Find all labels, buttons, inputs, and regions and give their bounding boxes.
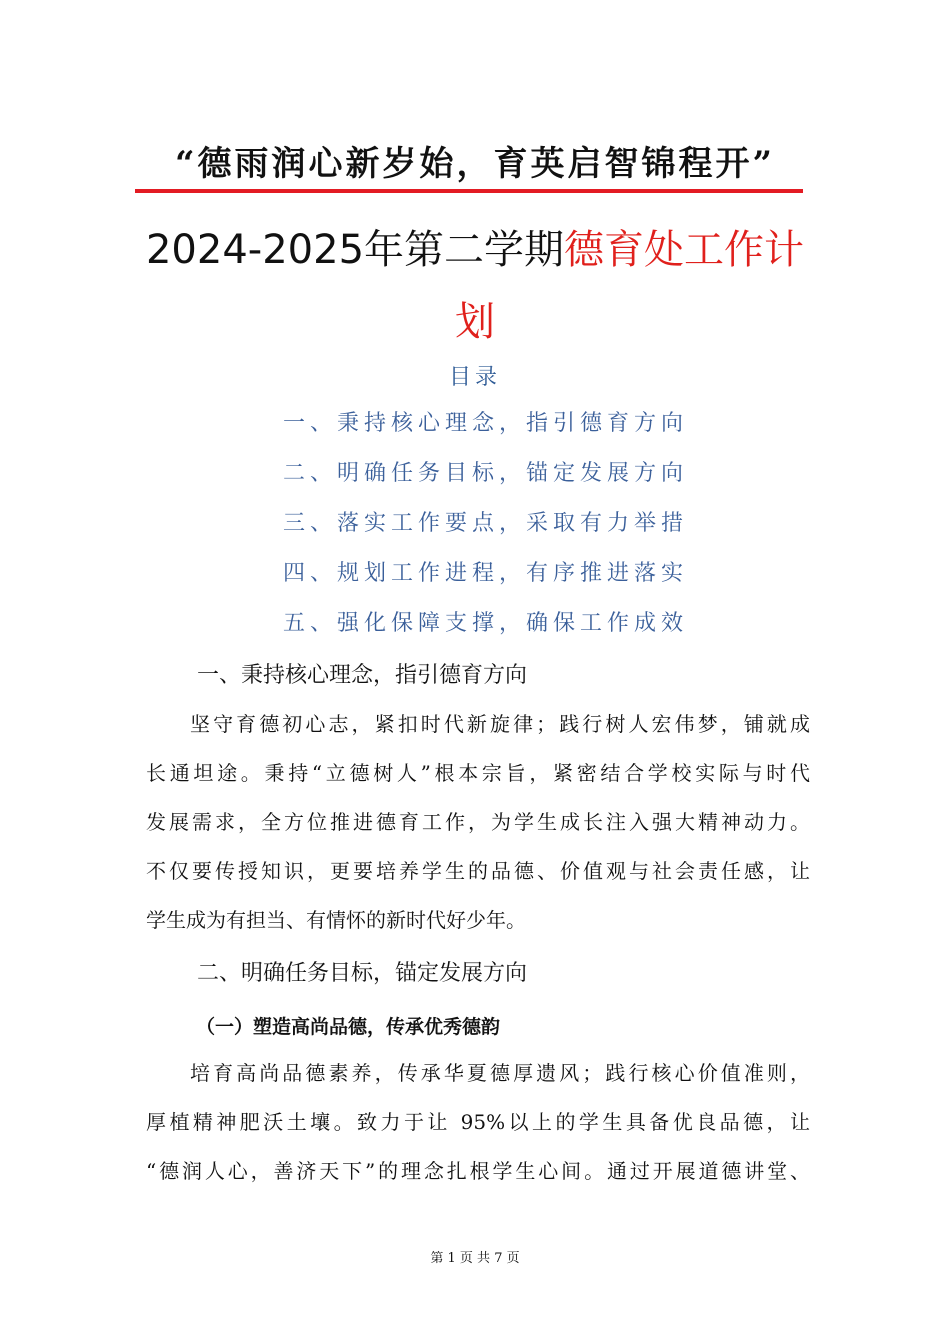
paragraph-line: 坚守育德初心志，紧扣时代新旋律；践行树人宏伟梦，铺就成 — [190, 712, 810, 736]
title-accent-end: 划 — [455, 299, 495, 345]
title-accent: 德育处工作计 — [564, 227, 805, 273]
title-year: 2024-2025年第二学期 — [145, 227, 565, 273]
page-footer: 第 1 页 共 7 页 — [430, 1251, 520, 1266]
section-2-subheading-1: （一）塑造高尚品德，传承优秀德韵 — [196, 1016, 501, 1038]
toc-item-5[interactable]: 五、强化保障支撑，确保工作成效 — [283, 611, 689, 636]
section-2-heading: 二、明确任务目标，锚定发展方向 — [197, 961, 528, 986]
toc-item-2[interactable]: 二、明确任务目标，锚定发展方向 — [283, 461, 689, 486]
paragraph-line: 不仅要传授知识，更要培养学生的品德、价值观与社会责任感，让 — [146, 859, 810, 883]
paragraph-line: “德润人心，善济天下”的理念扎根学生心间。通过开展道德讲堂、 — [146, 1159, 810, 1183]
section-1-body — [146, 706, 810, 951]
red-divider — [135, 189, 803, 193]
toc-heading: 目录 — [448, 365, 501, 390]
document-title — [120, 214, 830, 358]
section-1-heading: 一、秉持核心理念，指引德育方向 — [197, 663, 528, 688]
paragraph-line: 长通坦途。秉持“立德树人”根本宗旨，紧密结合学校实际与时代 — [146, 761, 810, 785]
toc-item-1[interactable]: 一、秉持核心理念，指引德育方向 — [283, 411, 689, 436]
toc-item-3[interactable]: 三、落实工作要点，采取有力举措 — [283, 511, 689, 536]
section-2-sub-1-body — [146, 1055, 810, 1202]
paragraph-line: 培育高尚品德素养，传承华夏德厚遗风；践行核心价值准则， — [190, 1061, 810, 1085]
paragraph-line: 发展需求，全方位推进德育工作，为学生成长注入强大精神动力。 — [146, 810, 810, 834]
toc-item-4[interactable]: 四、规划工作进程，有序推进落实 — [283, 561, 689, 586]
paragraph-line: 厚植精神肥沃土壤。致力于让 95%以上的学生具备优良品德，让 — [146, 1110, 810, 1134]
document-kicker: “德雨润心新岁始，育英启智锦程开” — [174, 144, 776, 184]
table-of-contents — [283, 405, 703, 655]
paragraph-line: 学生成为有担当、有情怀的新时代好少年。 — [146, 908, 526, 932]
